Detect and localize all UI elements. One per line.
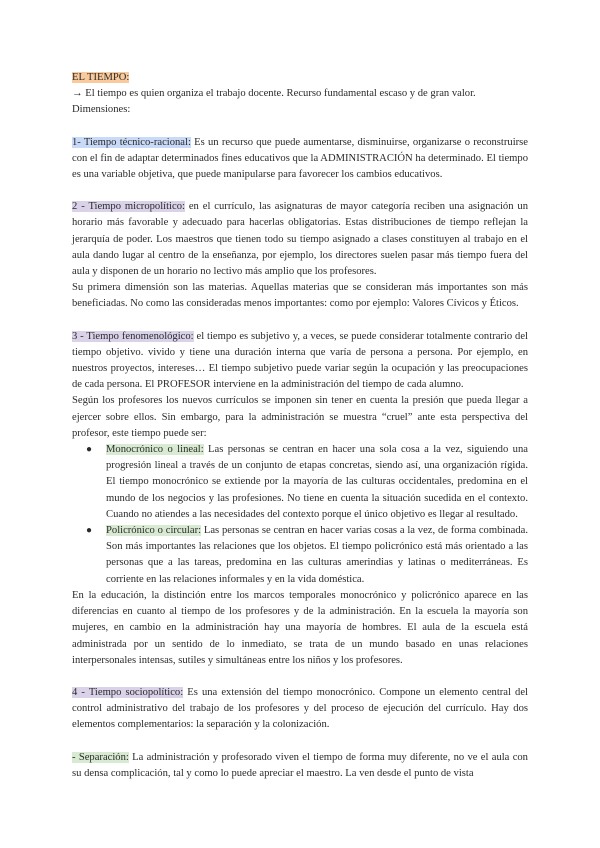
bullet-icon: ● xyxy=(86,525,93,537)
section-4-text: Es una extensión del tiempo monocrónico. Compone un elemento central del control administrativo del trabajo de los profesores y del proceso de ejecución del currículo. Hay dos elementos complementarios: la separación y la colonización. xyxy=(72,686,528,731)
section-4-paragraph xyxy=(72,685,528,734)
section-4-heading: 4 - Tiempo sociopolítico: xyxy=(72,686,184,698)
section-1-heading: 1- Tiempo técnico-racional: xyxy=(72,136,191,148)
list-item-monocronico xyxy=(86,442,528,523)
list-item-heading: Monocrónico o lineal: xyxy=(106,444,204,456)
section-5-text: La administración y profesorado viven el tiempo de forma muy diferente, no ve el aula con su densa complicación, tal y como lo puede apreciar el maestro. La ven desde el punto de vista xyxy=(72,751,528,779)
section-3-heading: 3 - Tiempo fenomenológico: xyxy=(72,330,194,342)
section-2-heading: 2 - Tiempo micropolítico: xyxy=(72,201,185,213)
title-text: EL TIEMPO: xyxy=(72,72,130,83)
section-3-paragraph xyxy=(72,329,528,394)
section-3-paragraph-2: Según los profesores los nuevos currículos se imponen sin tener en cuenta la presión que pueda llegar a ejercer sobre ellos. Sin embargo, para la administración se muestra “cruel” ante esta perspectiva del profesor, este tiempo puede ser: xyxy=(72,395,528,439)
dimensions-label: Dimensiones: xyxy=(72,104,131,116)
section-2-text: en el currículo, las asignaturas de mayor categoría reciben una asignación un horario más favorable y adecuado para hacerlas obligatorias. Estas distribuciones de tiempo reflejan la jerarquía de poder. Los maestros que tienen todo su tiempo asignado a clases constituyen al trabajo en el aula dando lugar al centro de la enseñanza, por ejemplo, los directores suelen pasar más tiempo fuera del aula y disponen de un horario no lectivo más amplio que los profesores. xyxy=(72,201,528,278)
section-5-paragraph xyxy=(72,750,528,782)
section-3-paragraph-3: En la educación, la distinción entre los marcos temporales monocrónico y policrónico aparece en las diferencias en cuanto al tiempo de los profesores y de la administración. En la escuela la mayoría son mujeres, en cambio en la administración hay una mayoría de hombres. El aula de la escuela está administrada por un sentido de lo inmediato, se trata de un mundo basado en unas relaciones interpersonales intensas, sutiles y simultáneas entre los niños y los profesores. xyxy=(72,589,528,666)
section-2-paragraph xyxy=(72,199,528,280)
time-types-list xyxy=(72,442,528,588)
bullet-icon: ● xyxy=(86,444,93,456)
intro-line: → El tiempo es quien organiza el trabajo docente. Recurso fundamental escaso y de gran valor. xyxy=(72,88,476,100)
section-1-paragraph xyxy=(72,135,528,184)
list-item-text: Las personas se centran en hacer una sola cosa a la vez, siguiendo una progresión lineal a través de un conjunto de etapas concretas, siendo así, una organización rígida. El tiempo monocrónico se extiende por la mayoría de las culturas occidentales, predomina en el mundo de los negocios y las profesiones. No tiene en cuenta la situación sucedida en el contexto. Cuando no atiendes a las necesidades del contexto porque el único objetivo es llegar al resultado. xyxy=(106,444,528,520)
list-item-text: Las personas se centran en hacer varias cosas a la vez, de forma combinada. Son más importantes las relaciones que los objetos. El tiempo policrónico está más orientado a las personas que a las tareas, predomina en las culturas amerindias y latinas o mediterráneas. Es corriente en las relaciones informales y en la vida doméstica. xyxy=(106,525,528,585)
section-2-paragraph-2: Su primera dimensión son las materias. Aquellas materias que se consideran más importantes son más beneficiadas. No como las consideradas menos importantes: como por ejemplo: Valores Cívicos y Éticos. xyxy=(72,282,528,310)
section-5-heading: - Separación: xyxy=(72,751,129,763)
section-3-text: el tiempo es subjetivo y, a veces, se puede considerar totalmente contrario del tiempo objetivo. vivido y tiene una duración interna que varía de persona a persona. Por ejemplo, en nuestros proyectos, intereses… El tiempo subjetivo puede variar según la ocupación y las preocupaciones de cada persona. El PROFESOR interviene en la administración del tiempo de cada alumno. xyxy=(72,330,528,391)
document-title xyxy=(72,70,528,86)
list-item-policronico xyxy=(86,523,528,588)
section-1-text: Es un recurso que puede aumentarse, disminuirse, organizarse o reconstruirse con el fin de adaptar determinados fines educativos que la ADMINISTRACIÓN ha determinado. El tiempo es una variable objetiva, que puede manipularse para favorecer los cambios educativos. xyxy=(72,136,528,181)
list-item-heading: Policrónico o circular: xyxy=(106,525,202,537)
